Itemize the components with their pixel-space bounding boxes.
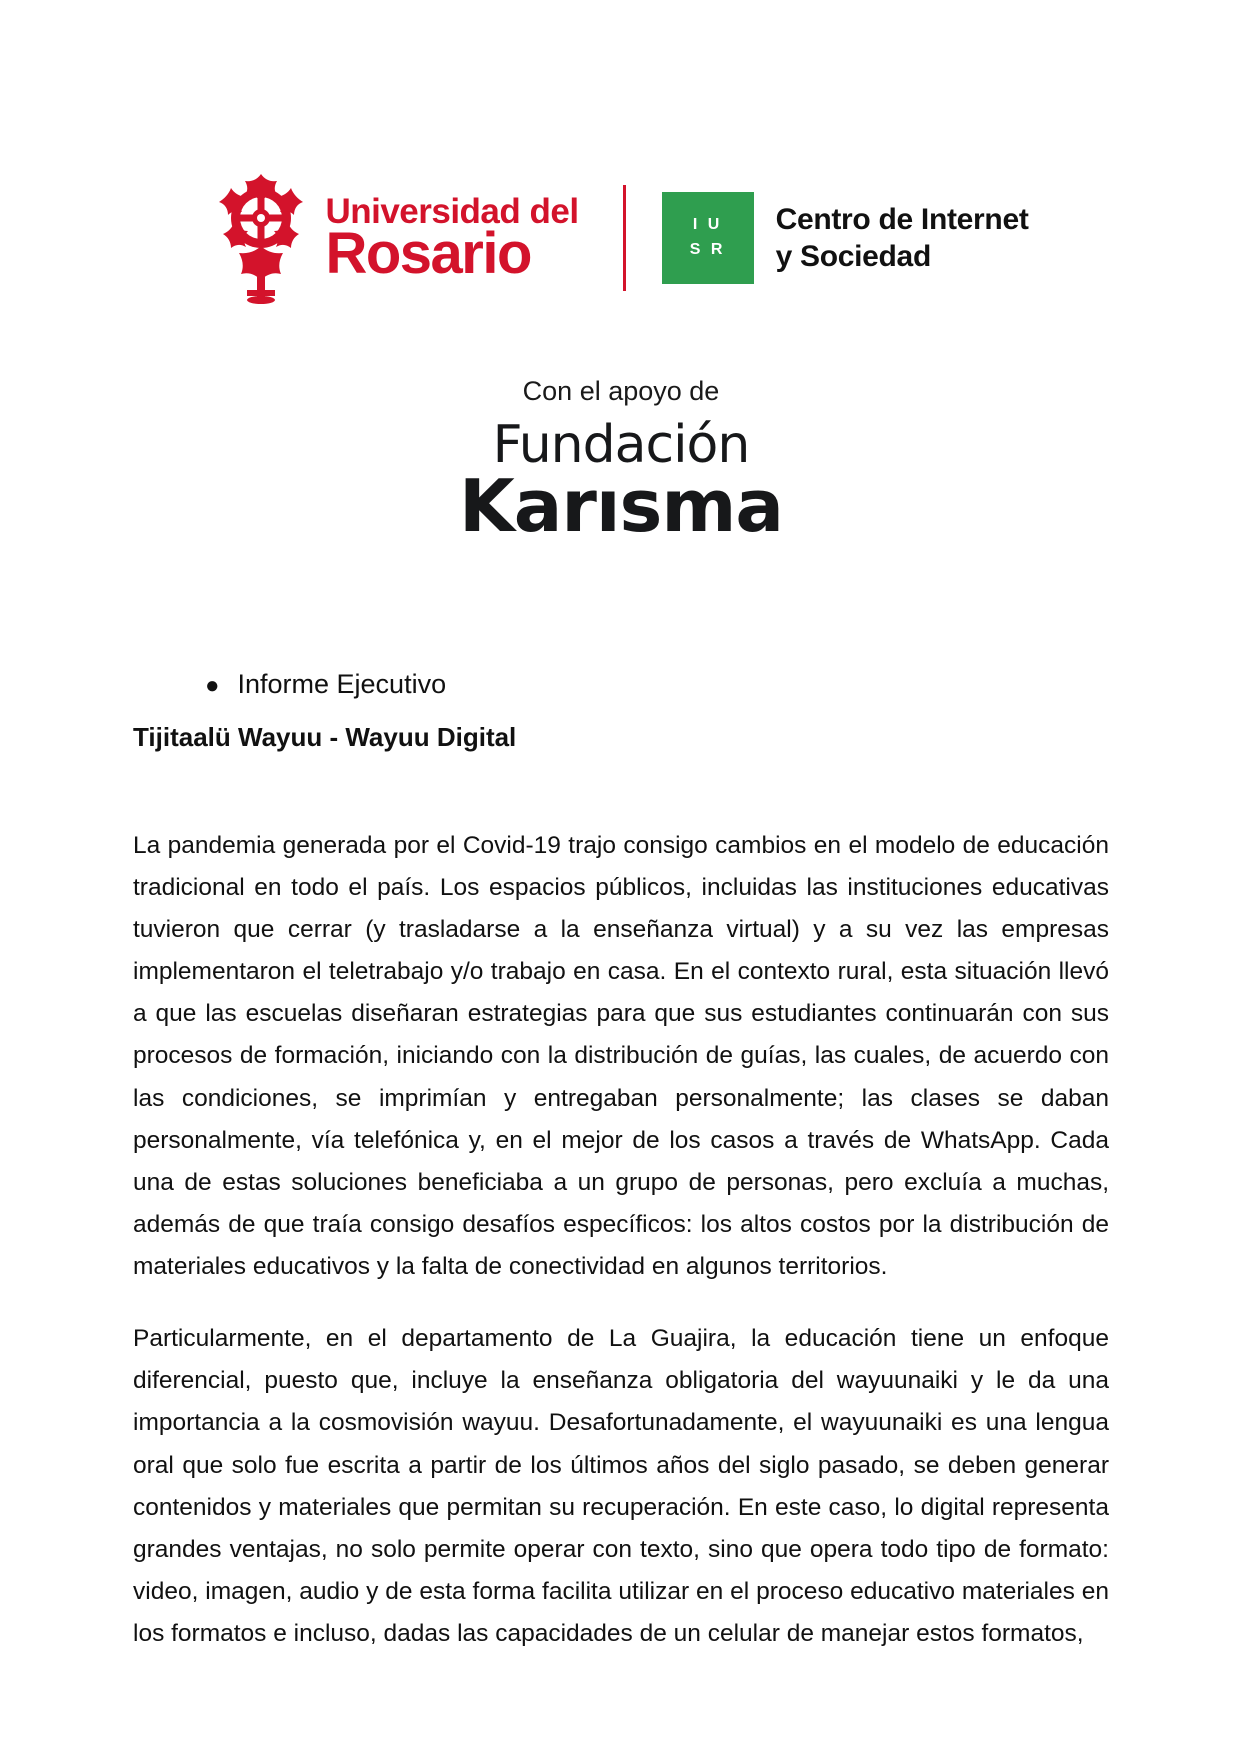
list-item	[133, 669, 1109, 700]
universidad-wordmark	[325, 191, 579, 286]
paragraph-2: Particularmente, en el departamento de La Guajira, la educación tiene un enfoque diferencial, puesto que, incluye la enseñanza obligatoria del wayuunaiki y le da una importancia a la cosmovisión wayuu. Desafortunadamente, el wayuunaiki es una lengua oral que solo fue escrita a partir de los últimos años del siglo pasado, se deben generar contenidos y materiales que permitan su recuperación. En este caso, lo digital representa grandes ventajas, no solo permite operar con texto, sino que opera todo tipo de formato: video, imagen, audio y de esta forma facilita utilizar en el proceso educativo materiales en los formatos e incluso, dadas las capacidades de un celular de manejar estos formatos,	[133, 1325, 1109, 1648]
centro-internet-sociedad-logo	[662, 192, 1029, 284]
karisma-line2: Karısma	[458, 464, 784, 549]
fundacion-karisma-logo	[133, 415, 1109, 549]
support-label: Con el apoyo de	[522, 376, 720, 406]
report-type-label: Informe Ejecutivo	[237, 668, 447, 699]
iusr-monogram-icon	[662, 192, 754, 284]
logo-divider	[623, 185, 626, 291]
title-block	[133, 669, 1109, 753]
universidad-del-rosario-logo	[213, 172, 578, 304]
universidad-line2: Rosario	[325, 220, 531, 286]
iusr-line1: Centro de Internet	[775, 202, 1029, 236]
iusr-letters-row2: S R	[689, 241, 726, 258]
iusr-wordmark	[776, 201, 1029, 276]
rosario-crest-icon	[213, 172, 309, 304]
header-logos	[133, 172, 1109, 304]
karisma-line1: Fundación	[492, 415, 750, 475]
universidad-line1: Universidad del	[325, 191, 579, 231]
bullet-icon: ●	[205, 671, 220, 699]
paragraph-1: La pandemia generada por el Covid-19 trajo consigo cambios en el modelo de educación tradicional en todo el país. Los espacios públicos, incluidas las instituciones educativas tuvieron que cerrar (y trasladarse a la enseñanza virtual) y a su vez las empresas implementaron el teletrabajo y/o trabajo en casa. En el contexto rural, esta situación llevó a que las escuelas diseñaran estrategias para que sus estudiantes continuarán con sus procesos de formación, iniciando con la distribución de guías, las cuales, de acuerdo con las condiciones, se imprimían y entregaban personalmente; las clases se daban personalmente, vía telefónica y, en el mejor de los casos a través de WhatsApp. Cada una de estas soluciones beneficiaba a un grupo de personas, pero excluía a muchas, además de que traía consigo desafíos específicos: los altos costos por la distribución de materiales educativos y la falta de conectividad en algunos territorios.	[133, 831, 1109, 1281]
iusr-letters-row1: I U	[692, 216, 723, 234]
page-title: Tijitaalü Wayuu - Wayuu Digital	[133, 721, 517, 752]
iusr-line2: y Sociedad	[775, 240, 931, 273]
document-body	[133, 825, 1109, 1655]
